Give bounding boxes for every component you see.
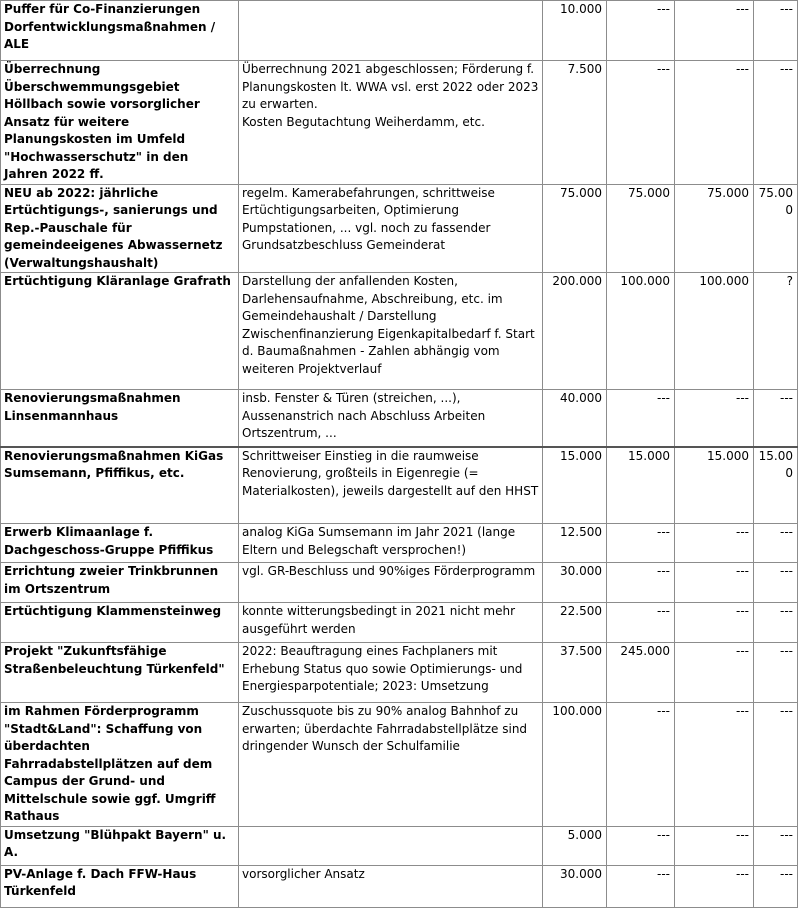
value-cell-4: --- [754,643,798,703]
value-cell-3: --- [675,643,754,703]
note-cell: vorsorglicher Ansatz [239,865,543,907]
project-cell: Errichtung zweier Trinkbrunnen im Ortszentrum [1,563,239,603]
value-cell-4: 15.000 [754,447,798,524]
value-cell-2: 100.000 [607,273,675,390]
value-cell-1: 100.000 [543,703,607,827]
note-cell: konnte witterungsbedingt in 2021 nicht mehr ausgeführt werden [239,603,543,643]
project-cell: Umsetzung "Blühpakt Bayern" u. A. [1,826,239,865]
note-cell [239,1,543,61]
value-cell-2: --- [607,390,675,447]
value-cell-3: 15.000 [675,447,754,524]
value-cell-3: --- [675,563,754,603]
table-row [1,524,798,563]
table-row [1,273,798,390]
project-cell: Renovierungsmaßnahmen KiGas Sumsemann, Pfiffikus, etc. [1,447,239,524]
value-cell-1: 22.500 [543,603,607,643]
value-cell-4: --- [754,524,798,563]
value-cell-1: 10.000 [543,1,607,61]
value-cell-3: --- [675,524,754,563]
value-cell-2: --- [607,703,675,827]
table-row [1,1,798,61]
value-cell-2: 75.000 [607,184,675,273]
note-cell: 2022: Beauftragung eines Fachplaners mit Erhebung Status quo sowie Optimierungs- und Energiesparpotentiale; 2023: Umsetzung [239,643,543,703]
table-row [1,563,798,603]
value-cell-1: 5.000 [543,826,607,865]
table-row [1,447,798,524]
value-cell-3: 75.000 [675,184,754,273]
value-cell-2: --- [607,1,675,61]
value-cell-1: 30.000 [543,563,607,603]
note-cell: vgl. GR-Beschluss und 90%iges Förderprogramm [239,563,543,603]
note-cell: insb. Fenster & Türen (streichen, ...), Aussenanstrich nach Abschluss Arbeiten Ortszentrum, ... [239,390,543,447]
value-cell-3: --- [675,390,754,447]
project-cell: im Rahmen Förderprogramm "Stadt&Land": Schaffung von überdachten Fahrradabstellplätzen auf dem Campus der Grund- und Mittelschule sowie ggf. Umgriff Rathaus [1,703,239,827]
table-row [1,390,798,447]
value-cell-1: 7.500 [543,61,607,185]
table-row [1,826,798,865]
value-cell-3: --- [675,603,754,643]
table-row [1,61,798,185]
value-cell-2: --- [607,563,675,603]
value-cell-4: --- [754,603,798,643]
table-row [1,865,798,907]
value-cell-4: 75.000 [754,184,798,273]
value-cell-3: 100.000 [675,273,754,390]
value-cell-2: 245.000 [607,643,675,703]
value-cell-1: 200.000 [543,273,607,390]
value-cell-2: 15.000 [607,447,675,524]
note-cell: regelm. Kamerabefahrungen, schrittweise Ertüchtigungsarbeiten, Optimierung Pumpstationen, ... vgl. noch zu fassender Grundsatzbeschluss Gemeinderat [239,184,543,273]
table-row [1,184,798,273]
value-cell-2: --- [607,61,675,185]
value-cell-3: --- [675,826,754,865]
value-cell-3: --- [675,865,754,907]
note-cell: analog KiGa Sumsemann im Jahr 2021 (lange Eltern und Belegschaft versprochen!) [239,524,543,563]
value-cell-1: 75.000 [543,184,607,273]
project-cell: PV-Anlage f. Dach FFW-Haus Türkenfeld [1,865,239,907]
value-cell-2: --- [607,865,675,907]
project-cell: Erwerb Klimaanlage f. Dachgeschoss-Gruppe Pfiffikus [1,524,239,563]
value-cell-2: --- [607,524,675,563]
value-cell-1: 37.500 [543,643,607,703]
project-cell: Ertüchtigung Klammensteinweg [1,603,239,643]
project-cell: Puffer für Co-Finanzierungen Dorfentwicklungsmaßnahmen / ALE [1,1,239,61]
value-cell-2: --- [607,826,675,865]
note-cell: Zuschussquote bis zu 90% analog Bahnhof zu erwarten; überdachte Fahrradabstellplätze sind dringender Wunsch der Schulfamilie [239,703,543,827]
value-cell-4: --- [754,703,798,827]
value-cell-1: 30.000 [543,865,607,907]
value-cell-4: --- [754,1,798,61]
value-cell-4: ? [754,273,798,390]
note-cell [239,826,543,865]
value-cell-1: 12.500 [543,524,607,563]
value-cell-3: --- [675,703,754,827]
value-cell-1: 40.000 [543,390,607,447]
value-cell-4: --- [754,826,798,865]
value-cell-4: --- [754,61,798,185]
value-cell-4: --- [754,865,798,907]
value-cell-3: --- [675,1,754,61]
note-cell [239,61,543,185]
table-row [1,643,798,703]
value-cell-4: --- [754,390,798,447]
note-cell: Darstellung der anfallenden Kosten, Darlehensaufnahme, Abschreibung, etc. im Gemeindehaushalt / Darstellung Zwischenfinanzierung Eigenkapitalbedarf f. Start d. Baumaßnahmen - Zahlen abhängig vom weiteren Projektverlauf [239,273,543,390]
project-cell: Renovierungsmaßnahmen Linsenmannhaus [1,390,239,447]
project-cell: Projekt "Zukunftsfähige Straßenbeleuchtung Türkenfeld" [1,643,239,703]
project-cell: NEU ab 2022: jährliche Ertüchtigungs-, sanierungs und Rep.-Pauschale für gemeindeeigenes Abwassernetz (Verwaltungshaushalt) [1,184,239,273]
table-row [1,703,798,827]
value-cell-2: --- [607,603,675,643]
project-cell: Ertüchtigung Kläranlage Grafrath [1,273,239,390]
note-cell: Schrittweiser Einstieg in die raumweise Renovierung, großteils in Eigenregie (= Materialkosten), jeweils dargestellt auf den HHST [239,447,543,524]
value-cell-3: --- [675,61,754,185]
note-line: Überrechnung 2021 abgeschlossen; Förderung f. Planungskosten lt. WWA vsl. erst 2022 oder 2023 zu erwarten. Kosten Begutachtung Weiherdamm, etc. [242,62,539,129]
project-cell: Überrechnung Überschwemmungsgebiet Höllbach sowie vorsorglicher Ansatz für weitere Planungskosten im Umfeld "Hochwasserschutz" in den Jahren 2022 ff. [1,61,239,185]
value-cell-1: 15.000 [543,447,607,524]
value-cell-4: --- [754,563,798,603]
table-row [1,603,798,643]
